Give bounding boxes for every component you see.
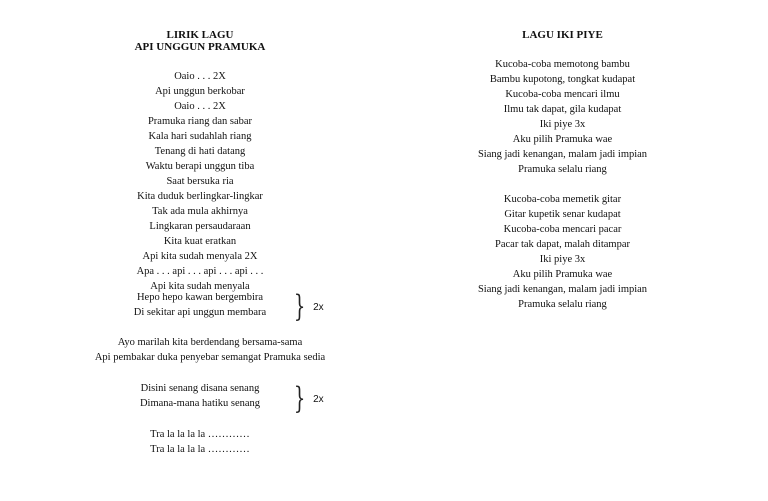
lyric-line: Di sekitar api unggun membara: [133, 307, 267, 318]
lyric-line: Kucoba-coba memetik gitar: [503, 194, 622, 205]
left-song-title-line1: LIRIK LAGU: [166, 29, 234, 41]
lyric-line: Kala hari sudahlah riang: [148, 131, 252, 142]
lyric-line: Siang jadi kenangan, malam jadi impian: [477, 149, 648, 160]
lyric-line: Aku pilih Pramuka wae: [512, 269, 613, 280]
lyric-line: Kita duduk berlingkar-lingkar: [137, 191, 263, 202]
lyric-line: Bambu kupotong, tongkat kudapat: [489, 74, 636, 85]
lyric-line: Tra la la la la …………: [150, 444, 250, 455]
left-song-chorus-2: [100, 381, 300, 411]
lyric-line: Siang jadi kenangan, malam jadi impian: [477, 284, 648, 295]
lyric-line: Api unggun berkobar: [155, 86, 245, 97]
left-song-title-line2: API UNGGUN PRAMUKA: [134, 41, 266, 53]
lyric-line: Aku pilih Pramuka wae: [512, 134, 613, 145]
right-song-title: LAGU IKI PIYE: [522, 29, 603, 41]
right-song-verse-1: [430, 57, 695, 177]
right-song-verse-2: [430, 192, 695, 312]
lyric-line: Kucoba-coba mencari pacar: [503, 224, 622, 235]
repeat-count: 2x: [313, 393, 324, 405]
lyric-line: Api pembakar duka penyebar semangat Pramuka sedia: [94, 352, 326, 363]
lyric-line: Dimana-mana hatiku senang: [139, 398, 261, 409]
left-song-verse: [60, 69, 340, 294]
repeat-count: 2x: [313, 301, 324, 313]
left-song-bridge: [40, 335, 380, 365]
lyric-line: Pramuka selalu riang: [518, 164, 607, 175]
lyric-line: Pacar tak dapat, malah ditampar: [495, 239, 630, 250]
lyric-line: Pramuka riang dan sabar: [147, 116, 253, 127]
left-song: [60, 29, 340, 294]
chorus-1-repeat-marker: [290, 289, 324, 324]
chorus-2-repeat-marker: [290, 381, 324, 416]
right-song: [430, 29, 695, 312]
lyric-line: Hepo hepo kawan bergembira: [136, 292, 264, 303]
lyric-line: Apa . . . api . . . api . . . api . . .: [136, 266, 264, 277]
lyric-line: Pramuka selalu riang: [518, 299, 607, 310]
lyric-line: Disini senang disana senang: [140, 383, 260, 394]
lyric-line: Ayo marilah kita berdendang bersama-sama: [117, 337, 303, 348]
lyric-line: Saat bersuka ria: [166, 176, 234, 187]
right-brace-icon: }: [293, 381, 306, 416]
lyric-line: Tenang di hati datang: [154, 146, 246, 157]
lyric-line: Ilmu tak dapat, gila kudapat: [503, 104, 622, 115]
lyric-line: Oaio . . . 2X: [174, 101, 226, 112]
lyric-line: Api kita sudah menyala 2X: [142, 251, 258, 262]
lyric-line: Kucoba-coba memotong bambu: [495, 59, 630, 70]
lyric-line: Iki piye 3x: [539, 254, 586, 265]
lyric-line: Kita kuat eratkan: [163, 236, 237, 247]
lyric-line: Lingkaran persaudaraan: [149, 221, 251, 232]
left-song-chorus-1: [100, 290, 300, 320]
lyric-line: Tak ada mula akhirnya: [152, 206, 248, 217]
lyric-line: Api kita sudah menyala: [150, 281, 250, 292]
lyric-line: Kucoba-coba mencari ilmu: [505, 89, 620, 100]
lyric-line: Gitar kupetik senar kudapat: [504, 209, 621, 220]
lyric-line: Waktu berapi unggun tiba: [145, 161, 255, 172]
right-brace-icon: }: [293, 289, 306, 324]
lyric-line: Tra la la la la …………: [150, 429, 250, 440]
left-song-outro: [100, 427, 300, 457]
lyric-line: Oaio . . . 2X: [174, 71, 226, 82]
lyric-line: Iki piye 3x: [539, 119, 586, 130]
